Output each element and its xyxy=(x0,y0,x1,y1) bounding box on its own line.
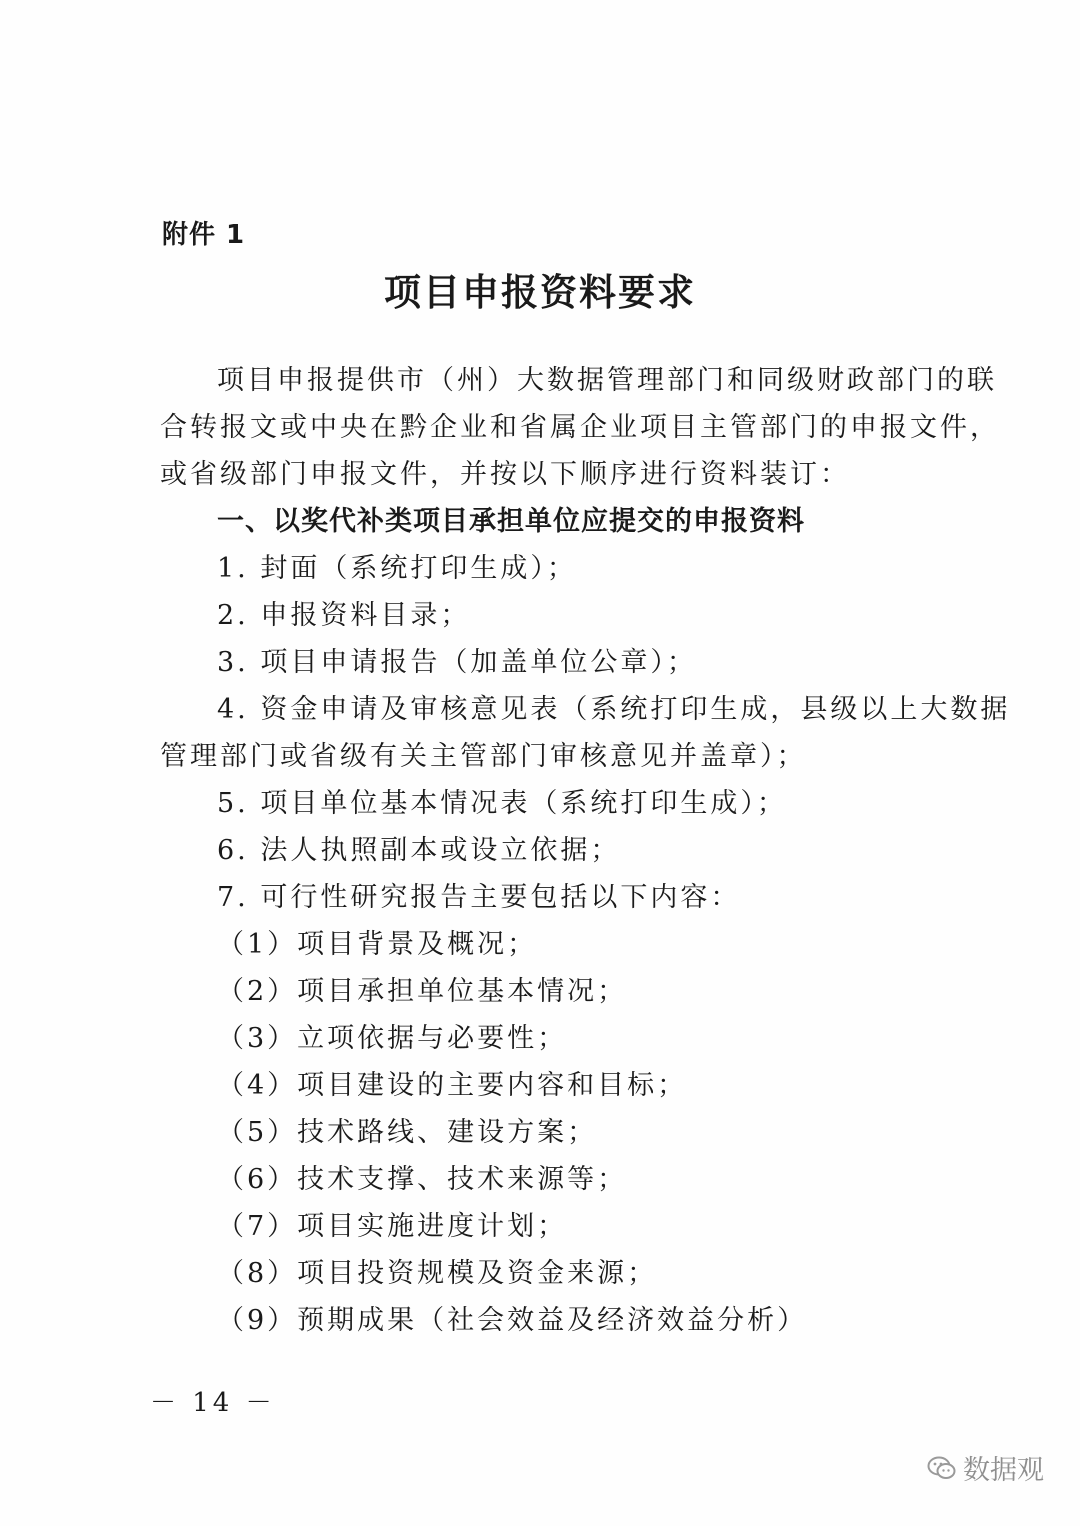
intro-line: 或省级部门申报文件，并按以下顺序进行资料装订： xyxy=(160,459,850,490)
sub-item: （9）预期成果（社会效益及经济效益分析） xyxy=(217,1305,808,1336)
intro-line: 项目申报提供市（州）大数据管理部门和同级财政部门的联 xyxy=(217,365,997,396)
document-title: 项目申报资料要求 xyxy=(384,271,696,314)
section-heading: 一、以奖代补类项目承担单位应提交的申报资料 xyxy=(217,506,805,537)
list-item: 6. 法人执照副本或设立依据； xyxy=(217,835,621,866)
list-item: 5. 项目单位基本情况表（系统打印生成）； xyxy=(217,788,787,819)
sub-item: （3）立项依据与必要性； xyxy=(217,1023,568,1054)
sub-item: （5）技术路线、建设方案； xyxy=(217,1117,598,1148)
wechat-icon xyxy=(927,1455,957,1481)
watermark xyxy=(927,1448,1044,1487)
sub-item: （8）项目投资规模及资金来源； xyxy=(217,1258,658,1289)
attachment-label: 附件 1 xyxy=(162,220,246,250)
document-body xyxy=(160,357,1011,1344)
list-item: 3. 项目申请报告（加盖单位公章）； xyxy=(217,647,697,678)
page-number: － 14 － xyxy=(150,1388,276,1418)
sub-item: （6）技术支撑、技术来源等； xyxy=(217,1164,628,1195)
list-item-continuation: 管理部门或省级有关主管部门审核意见并盖章）； xyxy=(160,741,807,772)
sub-item: （1）项目背景及概况； xyxy=(217,929,538,960)
list-item: 1. 封面（系统打印生成）； xyxy=(217,553,577,584)
intro-line: 合转报文或中央在黔企业和省属企业项目主管部门的申报文件， xyxy=(160,412,1000,443)
watermark-text: 数据观 xyxy=(963,1455,1044,1486)
sub-item: （7）项目实施进度计划； xyxy=(217,1211,568,1242)
sub-item: （4）项目建设的主要内容和目标； xyxy=(217,1070,688,1101)
list-item: 7. 可行性研究报告主要包括以下内容： xyxy=(217,882,741,913)
list-item: 2. 申报资料目录； xyxy=(217,600,471,631)
list-item: 4. 资金申请及审核意见表（系统打印生成，县级以上大数据 xyxy=(217,694,1011,725)
sub-item: （2）项目承担单位基本情况； xyxy=(217,976,628,1007)
